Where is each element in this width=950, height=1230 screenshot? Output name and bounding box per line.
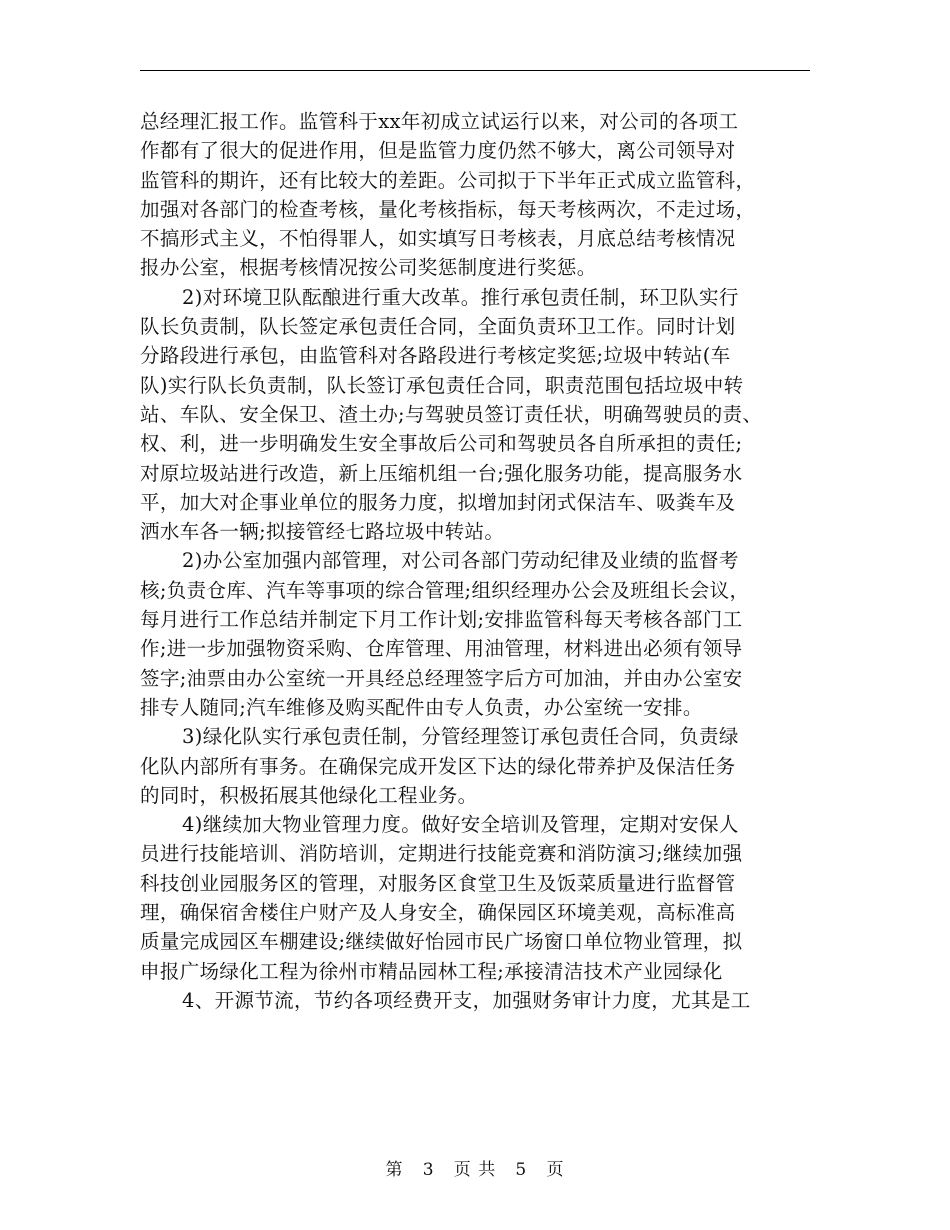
text-line: 2)对环境卫队酝酿进行重大改革。推行承包责任制，环卫队实行 (182, 285, 739, 309)
text-line: 4)继续加大物业管理力度。做好安全培训及管理，定期对安保人 (182, 813, 739, 837)
footer-total-pages: 5 (515, 1160, 528, 1180)
text-line: 2)办公室加强内部管理，对公司各部门劳动纪律及业绩的监督考 (182, 549, 739, 573)
text-line: 队)实行队长负责制，队长签订承包责任合同，职责范围包括垃圾中转 (140, 373, 744, 397)
text-line: 监管科的期许，还有比较大的差距。公司拟于下半年正式成立监管科， (140, 168, 756, 192)
text-line: 平，加大对企事业单位的服务力度，拟增加封闭式保洁车、吸粪车及 (140, 490, 736, 514)
text-line: 核;负责仓库、汽车等事项的综合管理;组织经理办公会及班组长会议， (140, 578, 750, 602)
text-line: 质量完成园区车棚建设;继续做好怡园市民广场窗口单位物业管理，拟 (140, 930, 743, 954)
text-line: 分路段进行承包，由监管科对各路段进行考核定奖惩;垃圾中转站(车 (140, 344, 731, 368)
footer-prefix: 第 (385, 1160, 404, 1180)
text-line: 签字;油票由办公室统一开具经总经理签字后方可加油，并由办公室安 (140, 666, 743, 690)
text-line: 不搞形式主义，不怕得罪人，如实填写日考核表，月底总结考核情况 (140, 227, 736, 251)
text-line: 3)绿化队实行承包责任制，分管经理签订承包责任合同，负责绿 (182, 725, 739, 749)
text-line: 每月进行工作总结并制定下月工作计划;安排监管科每天考核各部门工 (140, 608, 743, 632)
text-line: 作;进一步加强物资采购、仓库管理、用油管理，材料进出必须有领导 (140, 637, 743, 661)
text-line: 科技创业园服务区的管理，对服务区食堂卫生及饭菜质量进行监督管 (140, 871, 736, 895)
text-line: 加强对各部门的检查考核，量化考核指标，每天考核两次，不走过场， (140, 197, 756, 221)
text-line: 报办公室，根据考核情况按公司奖惩制度进行奖惩。 (140, 256, 597, 280)
text-line: 化队内部所有事务。在确保完成开发区下达的绿化带养护及保洁任务 (140, 754, 736, 778)
text-line: 对原垃圾站进行改造，新上压缩机组一台;强化服务功能，提高服务水 (140, 461, 743, 485)
footer-current-page: 3 (422, 1160, 435, 1180)
header-rule (140, 70, 810, 71)
body-text (140, 107, 820, 1015)
text-line: 洒水车各一辆;拟接管经七路垃圾中转站。 (140, 520, 505, 544)
text-line: 4、开源节流，节约各项经费开支，加强财务审计力度，尤其是工 (182, 988, 751, 1012)
text-line: 队长负责制，队长签定承包责任合同，全面负责环卫工作。同时计划 (140, 315, 736, 339)
text-line: 理，确保宿舍楼住户财产及人身安全，确保园区环境美观，高标准高 (140, 901, 736, 925)
page-footer (0, 1155, 950, 1180)
footer-middle: 页 共 (453, 1160, 497, 1180)
text-line: 员进行技能培训、消防培训，定期进行技能竞赛和消防演习;继续加强 (140, 842, 743, 866)
text-line: 申报广场绿化工程为徐州市精品园林工程;承接清洁技术产业园绿化 (140, 959, 723, 983)
text-line: 的同时，积极拓展其他绿化工程业务。 (140, 783, 478, 807)
text-line: 总经理汇报工作。监管科于xx年初成立试运行以来，对公司的各项工 (140, 110, 739, 133)
footer-suffix: 页 (546, 1160, 565, 1180)
text-line: 作都有了很大的促进作用，但是监管力度仍然不够大，离公司领导对 (140, 139, 736, 163)
text-line: 站、车队、安全保卫、渣土办;与驾驶员签订责任状，明确驾驶员的责、 (140, 402, 763, 426)
text-line: 权、利，进一步明确发生安全事故后公司和驾驶员各自所承担的责任; (140, 432, 743, 456)
text-line: 排专人随同;汽车维修及购买配件由专人负责，办公室统一安排。 (140, 695, 703, 719)
